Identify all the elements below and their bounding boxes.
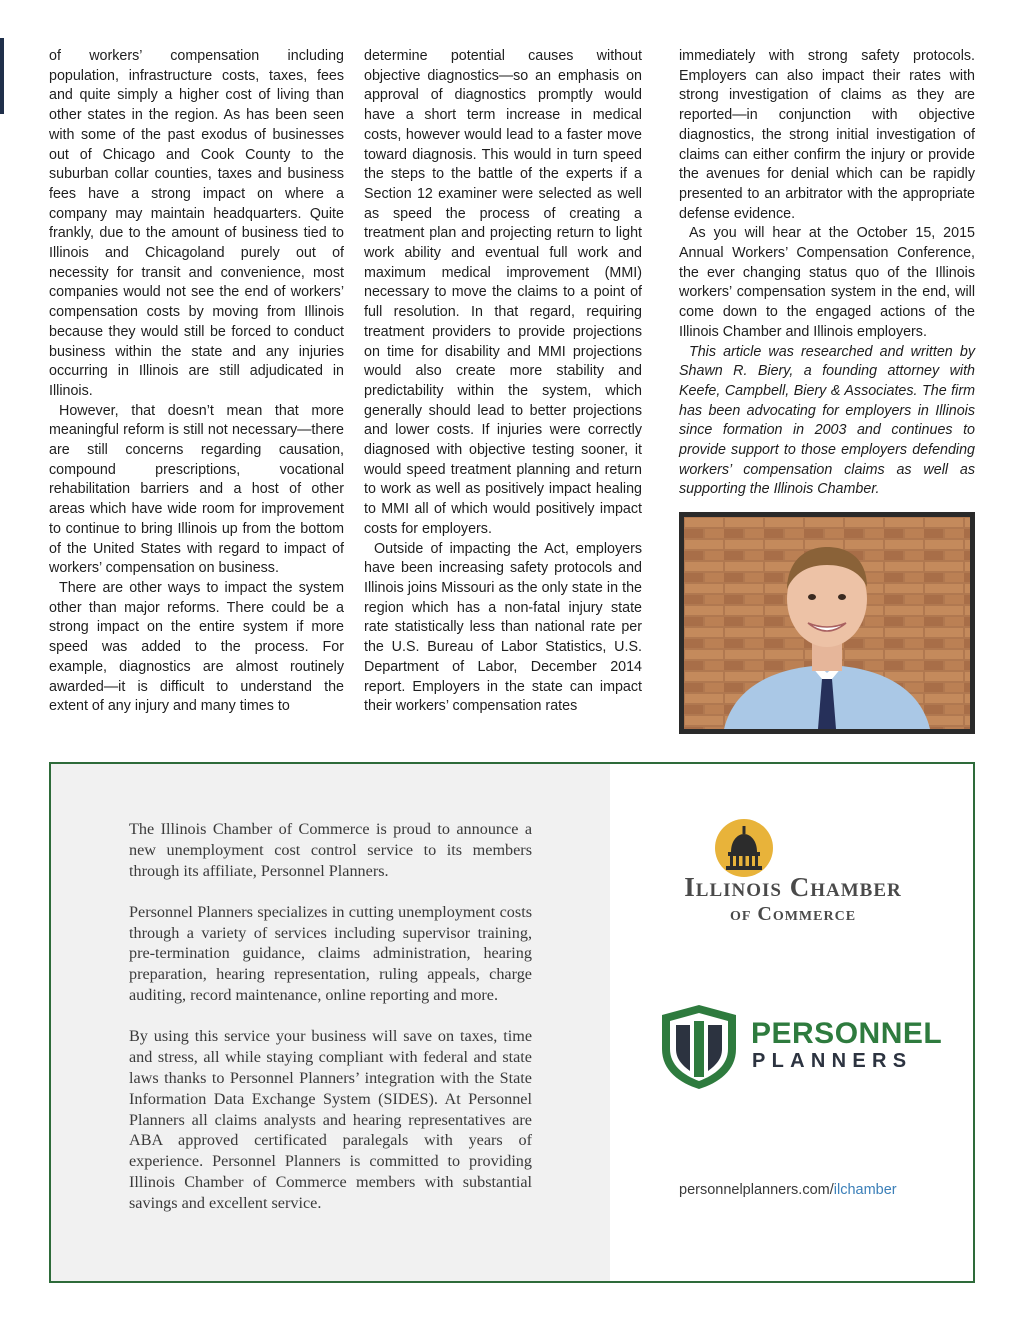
capitol-dome-icon [714,818,774,878]
chamber-name-line2: of Commerce [729,903,857,925]
ad-paragraph: Personnel Planners specializes in cutting unemployment costs through a variety of services including supervisor training, pre-termination guidance, claims administration, hearing preparation, hearing representation, ruling appeals, charge auditing, record maintenance, online reporting and more. [129,902,532,1005]
article-paragraph: As you will hear at the October 15, 2015 Annual Workers’ Compensation Conference, the ever changing status quo of the Illinois workers’ compensation system in the end, will come down to the engaged actions of the Illinois Chamber and Illinois employers. [679,225,975,340]
author-byline: This article was researched and written by Shawn R. Biery, a founding attorney with Keefe, Campbell, Biery & Associates. The firm has been advocating for employers in Illinois since formation in 2003 and continues to provide support to those employers defending workers’ compensation claims as well as supporting the Illinois Chamber. [679,343,975,498]
url-path: ilchamber [833,1182,897,1198]
article-paragraph: determine potential causes without objective diagnostics—so an emphasis on approval of diagnostics promptly would have a short term increase in medical costs, however would lead to a faster move toward diagnosis. This would in turn speed the steps to the battle of the experts if a Section 12 examiner were selected as well as speed the process of creating a treatment plan and projecting return to light work ability and eventual full work and maximum medical improvement (MMI) necessary to move the claims to a point of full resolution. In that regard, requiring treatment providers to provide projections on time for disability and MMI projections would also create more stability and predictability within the system, which generally should lead to better projections and lower costs. If injuries were correctly diagnosed with objective testing sooner, it would speed treatment planning and return to work as well as positively impact healing to MMI all of which would positively impact costs for employers. [364,48,642,537]
chamber-name-line1: Illinois Chamber [684,872,902,902]
ad-url-link[interactable] [679,1181,897,1199]
author-photo [679,512,975,734]
page-edge-bar [0,38,4,114]
article-paragraph: Outside of impacting the Act, employers have been increasing safety protocols and Illinois joins Missouri as the only state in the region which has a non-fatal injury state rate statistically less than national rate per the U.S. Bureau of Labor Statistics, U.S. Department of Labor, December 2014 report. Employers in the state can impact their workers’ compensation rates [364,540,642,715]
article-column-3 [679,47,975,500]
article-paragraph: However, that doesn’t mean that more meaningful reform is still not necessary—there are still concerns regarding causation, compound prescriptions, vocational rehabilitation barriers and a host of other areas which have wide room for improvement to continue to bring Illinois up from the bottom of the United States with regard to impact of workers’ compensation on business. [49,402,344,577]
chamber-wordmark [640,872,946,926]
ad-body [129,819,532,1234]
personnel-planners-shield-icon [660,1003,738,1091]
article-paragraph: immediately with strong safety protocols. Employers can also impact their rates with strong investigation of claims as they are reported—in conjunction with objective diagnostics, the strong initial investigation of claims can either confirm the injury or provide the avenues for denial which can be rapidly presented to an arbitrator with the appropriate defense evidence. [679,48,975,222]
ad-text-panel [51,764,610,1281]
personnel-planners-wordmark-top: PERSONNEL [751,1017,943,1050]
author-portrait-image [684,517,970,729]
url-domain: personnelplanners.com/ [679,1182,834,1198]
ad-paragraph: By using this service your business will save on taxes, time and stress, all while staying compliant with federal and state laws thanks to Personnel Planners’ integration with the State Information Data Exchange System (SIDES). At Personnel Planners all claims analysts and hearing representatives are ABA approved certificated paralegals with years of experience. Personnel Planners is committed to providing Illinois Chamber of Commerce members with substantial savings and excellent service. [129,1027,532,1212]
ad-paragraph: The Illinois Chamber of Commerce is proud to announce a new unemployment cost control service to its members through its affiliate, Personnel Planners. [129,820,532,880]
article-column-2 [364,47,642,717]
personnel-planners-wordmark-bottom: PLANNERS [752,1050,913,1072]
article-paragraph: There are other ways to impact the system other than major reforms. There could be a strong impact on the entire system if more speed was added to the process. For example, diagnostics are almost routinely awarded—it is difficult to understand the extent of any injury and many times to [49,579,344,715]
article-paragraph: of workers’ compensation including population, infrastructure costs, taxes, fees and quite simply a higher cost of living than other states in the region. As has been seen with some of the past exodus of businesses out of Chicago and Cook County to the suburban collar counties, taxes and business fees have a strong impact on where a company may maintain headquarters. Quite frankly, due to the amount of business tied to Illinois and Chicagoland purely out of necessity for transit and convenience, most companies would not see the end of workers’ compensation costs by moving from Illinois because they would still be forced to conduct business within the state and any injuries occurring in Illinois are still adjudicated in Illinois. [49,48,344,399]
article-column-1 [49,47,344,717]
